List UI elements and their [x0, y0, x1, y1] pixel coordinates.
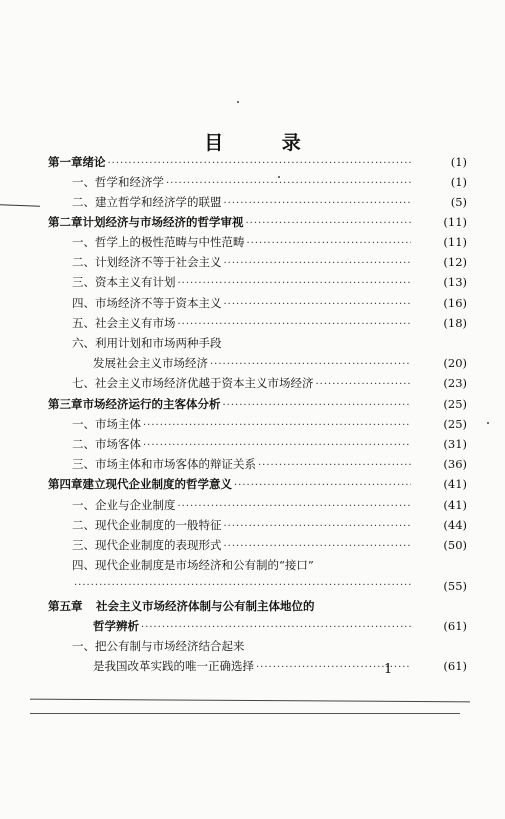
page-ref: (16) — [443, 296, 467, 310]
toc-section-row — [72, 333, 415, 353]
chapter-title: 社会主义市场经济体制与公有制主体地位的 — [96, 599, 315, 613]
bottom-rule-secondary — [30, 713, 460, 714]
toc-chapter-row — [93, 616, 467, 636]
leader-dots — [143, 416, 411, 436]
toc-section-row — [72, 576, 467, 596]
chapter-title: 哲学辨析 — [93, 619, 139, 633]
page-number: 1 — [384, 662, 393, 677]
leader-dots — [224, 254, 412, 274]
toc-section-row — [72, 434, 467, 454]
section-title: 二、市场客体 — [72, 437, 141, 451]
section-title: 三、资本主义有计划 — [72, 275, 176, 289]
chapter-title: 计划经济与市场经济的哲学审视 — [82, 215, 244, 229]
toc-chapter-row — [48, 152, 467, 172]
chapter-number: 第二章 — [48, 215, 83, 229]
section-title: 一、哲学和经济学 — [72, 175, 164, 189]
section-title: 二、计划经济不等于社会主义 — [72, 255, 222, 269]
toc-section-row — [72, 313, 467, 333]
toc-section-row — [72, 232, 467, 252]
section-title: 六、利用计划和市场两种手段 — [72, 336, 222, 350]
leader-dots — [258, 456, 411, 476]
toc-section-row — [72, 495, 467, 515]
toc-section-row — [72, 414, 467, 434]
leader-dots — [224, 295, 412, 315]
page-ref: (11) — [443, 235, 467, 249]
scan-speck — [237, 101, 239, 103]
chapter-title: 建立现代企业制度的哲学意义 — [82, 477, 232, 491]
chapter-number: 第一章 — [48, 155, 83, 169]
page-ref: (11) — [443, 215, 467, 229]
section-title: 二、建立哲学和经济学的联盟 — [72, 195, 222, 209]
chapter-title: 市场经济运行的主客体分析 — [82, 397, 221, 411]
chapter-number: 第五章 — [48, 599, 83, 613]
leader-dots — [247, 234, 412, 254]
section-title: 二、现代企业制度的一般特征 — [72, 518, 222, 532]
leader-dots — [166, 174, 411, 194]
section-title: 是我国改革实践的唯一正确选择 — [93, 659, 254, 673]
scan-speck — [487, 422, 489, 424]
page-ref: (36) — [443, 457, 467, 471]
section-title: 四、市场经济不等于资本主义 — [72, 296, 222, 310]
chapter-title: 绪论 — [82, 155, 106, 169]
leader-dots — [210, 355, 411, 375]
leader-dots — [246, 214, 412, 234]
leader-dots — [234, 476, 411, 496]
toc-chapter-row — [48, 474, 467, 494]
page-ref: (5) — [450, 195, 467, 209]
page-ref: (20) — [443, 356, 467, 370]
leader-dots — [224, 517, 412, 537]
toc-section-row — [72, 373, 467, 393]
toc-section-row — [72, 272, 467, 292]
leader-dots — [143, 436, 411, 456]
page-ref: (31) — [443, 437, 467, 451]
toc-section-row — [93, 353, 467, 373]
section-title: 发展社会主义市场经济 — [93, 356, 208, 370]
leader-dots — [224, 194, 412, 214]
page-ref: (44) — [443, 518, 467, 532]
page-ref: (55) — [443, 579, 467, 593]
section-title: 三、现代企业制度的表现形式 — [72, 538, 222, 552]
page-ref: (1) — [450, 155, 467, 169]
leader-dots — [178, 497, 412, 517]
page-title: 目 录 — [204, 132, 327, 154]
toc-section-row — [72, 636, 415, 656]
section-title: 三、市场主体和市场客体的辩证关系 — [72, 457, 256, 471]
scan-speck — [278, 176, 280, 178]
page-ref: (1) — [450, 175, 467, 189]
leader-dots — [178, 315, 412, 335]
section-title: 一、哲学上的极性范畴与中性范畴 — [72, 235, 245, 249]
toc-chapter-row — [48, 394, 467, 414]
leader-dots — [224, 537, 412, 557]
page-ref: (23) — [443, 376, 467, 390]
page-ref: (61) — [443, 619, 467, 633]
leader-dots — [74, 576, 411, 596]
leader-dots — [223, 396, 412, 416]
page-ref: (25) — [443, 417, 467, 431]
toc-section-row — [72, 454, 467, 474]
toc-section-row — [72, 515, 467, 535]
toc-section-row — [93, 656, 467, 676]
page-ref: (41) — [443, 498, 467, 512]
section-title: 一、企业与企业制度 — [72, 498, 176, 512]
leader-dots — [316, 375, 412, 395]
page-ref: (18) — [443, 316, 467, 330]
section-title: 一、市场主体 — [72, 417, 141, 431]
leader-dots — [108, 154, 412, 174]
page-ref: (25) — [443, 397, 467, 411]
page-ref: (41) — [443, 477, 467, 491]
scan-artifact-mark — [0, 204, 40, 206]
leader-dots — [178, 274, 412, 294]
toc-section-row — [72, 293, 467, 313]
section-title: 七、社会主义市场经济优越于资本主义市场经济 — [72, 376, 314, 390]
toc-chapter-row — [48, 596, 415, 616]
page-ref: (50) — [443, 538, 467, 552]
toc-section-row — [72, 535, 467, 555]
toc-section-row — [72, 192, 467, 212]
toc-section-row — [72, 172, 467, 192]
bottom-rule — [30, 699, 470, 703]
page-ref: (61) — [443, 659, 467, 673]
section-title: 四、现代企业制度是市场经济和公有制的“接口” — [72, 558, 314, 572]
page-ref: (13) — [443, 275, 467, 289]
leader-dots — [141, 618, 411, 638]
chapter-number: 第三章 — [48, 397, 83, 411]
section-title: 五、社会主义有市场 — [72, 316, 176, 330]
section-title: 一、把公有制与市场经济结合起来 — [72, 639, 245, 653]
toc-section-row — [72, 252, 467, 272]
page-ref: (12) — [443, 255, 467, 269]
toc-section-row — [72, 555, 415, 575]
toc-chapter-row — [48, 212, 467, 232]
chapter-number: 第四章 — [48, 477, 83, 491]
